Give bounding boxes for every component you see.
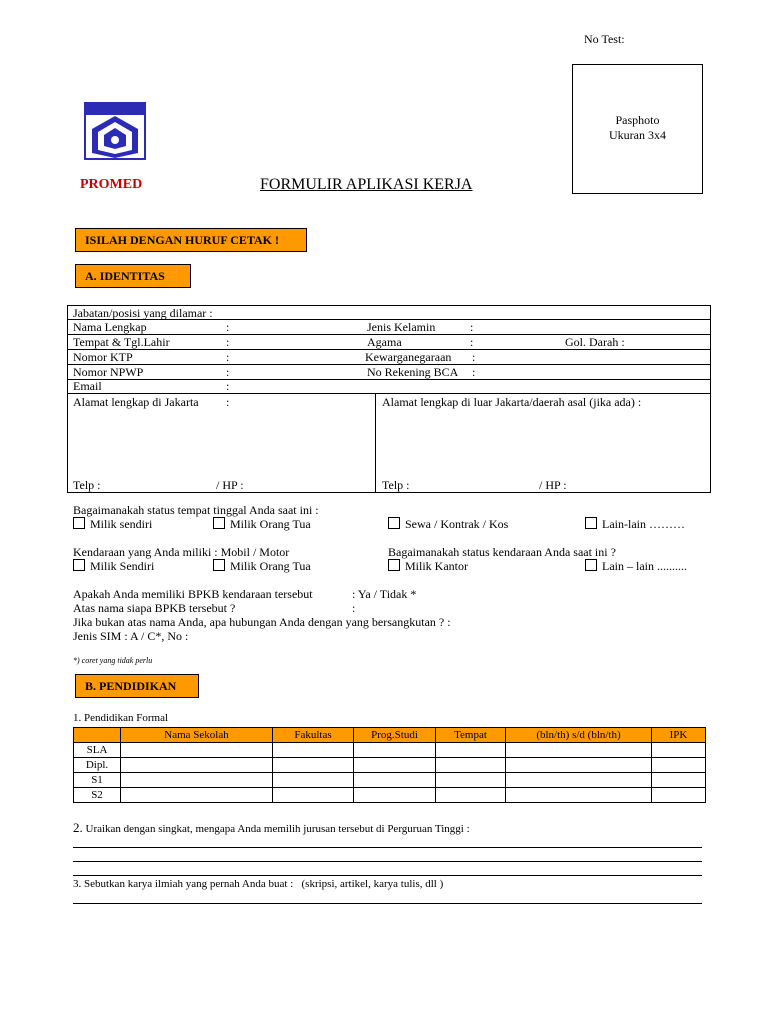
kendaraan-option-milik-sendiri[interactable] bbox=[73, 559, 154, 574]
question-3-text: 3. Sebutkan karya ilmiah yang pernah Anda buat : bbox=[73, 878, 294, 890]
table-cell[interactable] bbox=[354, 743, 436, 758]
table-cell[interactable] bbox=[652, 758, 706, 773]
table-cell[interactable] bbox=[354, 758, 436, 773]
rekening-label: No Rekening BCA bbox=[367, 365, 459, 379]
nama-colon: : bbox=[226, 320, 230, 334]
checkbox-icon[interactable] bbox=[585, 517, 597, 529]
rekening-colon: : bbox=[472, 365, 476, 379]
ktp-label: Nomor KTP bbox=[73, 350, 133, 364]
kendaraan-option-kantor[interactable] bbox=[388, 559, 468, 574]
column-header: IPK bbox=[652, 728, 706, 743]
table-cell[interactable] bbox=[354, 773, 436, 788]
status-tinggal-question: Bagaimanakah status tempat tinggal Anda saat ini : bbox=[73, 503, 319, 517]
checkbox-icon[interactable] bbox=[388, 517, 400, 529]
no-test-label: No Test: bbox=[584, 32, 625, 46]
alamat-luar-label: Alamat lengkap di luar Jakarta/daerah asal (jika ada) : bbox=[382, 395, 642, 409]
table-cell[interactable] bbox=[436, 773, 506, 788]
table-cell[interactable] bbox=[436, 788, 506, 803]
ktp-colon: : bbox=[226, 350, 230, 364]
table-cell[interactable] bbox=[506, 758, 652, 773]
checkbox-icon[interactable] bbox=[73, 517, 85, 529]
row-label: S2 bbox=[74, 788, 121, 803]
question-3-hint: (skripsi, artikel, karya tulis, dll ) bbox=[301, 878, 444, 890]
table-cell[interactable] bbox=[436, 743, 506, 758]
table-cell[interactable] bbox=[652, 743, 706, 758]
table-cell[interactable] bbox=[436, 758, 506, 773]
table-row bbox=[74, 743, 706, 758]
strike-note: *) coret yang tidak perlu bbox=[73, 656, 153, 665]
tempat-lahir-colon: : bbox=[226, 335, 230, 349]
table-cell[interactable] bbox=[506, 743, 652, 758]
table-cell[interactable] bbox=[121, 788, 273, 803]
column-header: Nama Sekolah bbox=[121, 728, 273, 743]
agama-label: Agama bbox=[367, 335, 402, 349]
table-cell[interactable] bbox=[121, 758, 273, 773]
bpkb-answer: : Ya / Tidak * bbox=[352, 587, 417, 601]
notice-banner: ISILAH DENGAN HURUF CETAK ! bbox=[75, 228, 307, 252]
answer-line[interactable] bbox=[73, 861, 702, 862]
table-cell[interactable] bbox=[273, 788, 354, 803]
company-name: PROMED bbox=[80, 177, 143, 192]
table-row bbox=[74, 758, 706, 773]
column-header: Prog.Studi bbox=[354, 728, 436, 743]
option-label: Milik Kantor bbox=[405, 559, 468, 573]
kendaraan-question: Kendaraan yang Anda miliki : Mobil / Motor bbox=[73, 545, 290, 559]
table-cell[interactable] bbox=[652, 788, 706, 803]
option-label: Lain – lain .......... bbox=[602, 559, 687, 573]
answer-line[interactable] bbox=[73, 903, 702, 904]
bpkb-question: Apakah Anda memiliki BPKB kendaraan tersebut bbox=[73, 587, 313, 601]
jenis-kelamin-colon: : bbox=[470, 320, 474, 334]
bpkb-owner-colon: : bbox=[352, 601, 356, 615]
question-2 bbox=[73, 820, 470, 836]
hp-jakarta-label: / HP : bbox=[216, 478, 244, 492]
column-header: Tempat bbox=[436, 728, 506, 743]
table-cell[interactable] bbox=[121, 773, 273, 788]
education-table bbox=[73, 727, 706, 803]
kewarganegaraan-colon: : bbox=[472, 350, 476, 364]
pasphoto-label: Pasphoto bbox=[615, 113, 660, 127]
table-cell[interactable] bbox=[273, 758, 354, 773]
promed-logo-icon bbox=[84, 102, 146, 160]
checkbox-icon[interactable] bbox=[388, 559, 400, 571]
option-label: Sewa / Kontrak / Kos bbox=[405, 517, 509, 531]
option-label: Milik Sendiri bbox=[90, 559, 155, 573]
table-row bbox=[74, 773, 706, 788]
table-cell[interactable] bbox=[506, 788, 652, 803]
checkbox-icon[interactable] bbox=[213, 559, 225, 571]
bpkb-owner-question: Atas nama siapa BPKB tersebut ? bbox=[73, 601, 236, 615]
tinggal-option-milik-sendiri[interactable] bbox=[73, 517, 152, 532]
pasphoto-size: Ukuran 3x4 bbox=[609, 128, 666, 142]
kewarganegaraan-label: Kewarganegaraan bbox=[365, 350, 452, 364]
checkbox-icon[interactable] bbox=[213, 517, 225, 529]
gol-darah-label: Gol. Darah : bbox=[565, 335, 625, 349]
telp-luar-label: Telp : bbox=[382, 478, 410, 492]
question-2-text: Uraikan dengan singkat, mengapa Anda memilih jurusan tersebut di Perguruan Tinggi : bbox=[85, 823, 470, 835]
row-label: S1 bbox=[74, 773, 121, 788]
answer-line[interactable] bbox=[73, 847, 702, 848]
alamat-jakarta-colon: : bbox=[226, 395, 230, 409]
pendidikan-formal-label: 1. Pendidikan Formal bbox=[73, 712, 169, 724]
column-header: Fakultas bbox=[273, 728, 354, 743]
option-label: Milik Orang Tua bbox=[230, 559, 311, 573]
tempat-lahir-label: Tempat & Tgl.Lahir bbox=[73, 335, 170, 349]
jenis-kelamin-label: Jenis Kelamin bbox=[367, 320, 436, 334]
option-label: Milik Orang Tua bbox=[230, 517, 311, 531]
table-row bbox=[74, 788, 706, 803]
table-cell[interactable] bbox=[273, 773, 354, 788]
npwp-colon: : bbox=[226, 365, 230, 379]
table-cell[interactable] bbox=[652, 773, 706, 788]
row-label: Dipl. bbox=[74, 758, 121, 773]
kendaraan-option-lain[interactable] bbox=[585, 559, 687, 574]
bpkb-relation-question: Jika bukan atas nama Anda, apa hubungan Anda dengan yang bersangkutan ? : bbox=[73, 615, 451, 629]
table-cell[interactable] bbox=[121, 743, 273, 758]
pasphoto-box bbox=[572, 64, 703, 194]
tinggal-option-lain[interactable] bbox=[585, 517, 685, 532]
email-label: Email bbox=[73, 379, 102, 393]
checkbox-icon[interactable] bbox=[73, 559, 85, 571]
answer-line[interactable] bbox=[73, 875, 702, 876]
status-kendaraan-question: Bagaimanakah status kendaraan Anda saat ini ? bbox=[388, 545, 616, 559]
table-cell[interactable] bbox=[354, 788, 436, 803]
table-cell[interactable] bbox=[506, 773, 652, 788]
agama-colon: : bbox=[470, 335, 474, 349]
kendaraan-option-orang-tua[interactable] bbox=[213, 559, 311, 574]
email-colon: : bbox=[226, 379, 230, 393]
section-b-title: B. PENDIDIKAN bbox=[75, 674, 199, 698]
corner-cell bbox=[74, 728, 121, 743]
tinggal-option-sewa[interactable] bbox=[388, 517, 508, 532]
checkbox-icon[interactable] bbox=[585, 559, 597, 571]
alamat-jakarta-label: Alamat lengkap di Jakarta bbox=[73, 395, 199, 409]
education-header-row bbox=[74, 728, 706, 743]
option-label: Lain-lain ……… bbox=[602, 517, 685, 531]
option-label: Milik sendiri bbox=[90, 517, 153, 531]
question-2-number: 2. bbox=[73, 820, 83, 835]
column-header: (bln/th) s/d (bln/th) bbox=[506, 728, 652, 743]
sim-question: Jenis SIM : A / C*, No : bbox=[73, 629, 189, 643]
identity-table bbox=[67, 305, 711, 493]
jabatan-label: Jabatan/posisi yang dilamar : bbox=[73, 306, 213, 320]
hp-luar-label: / HP : bbox=[539, 478, 567, 492]
section-a-title: A. IDENTITAS bbox=[75, 264, 191, 288]
question-3 bbox=[73, 878, 443, 890]
npwp-label: Nomor NPWP bbox=[73, 365, 144, 379]
form-title: FORMULIR APLIKASI KERJA bbox=[260, 176, 473, 193]
row-label: SLA bbox=[74, 743, 121, 758]
nama-label: Nama Lengkap bbox=[73, 320, 147, 334]
tinggal-option-orang-tua[interactable] bbox=[213, 517, 311, 532]
table-cell[interactable] bbox=[273, 743, 354, 758]
telp-jakarta-label: Telp : bbox=[73, 478, 101, 492]
